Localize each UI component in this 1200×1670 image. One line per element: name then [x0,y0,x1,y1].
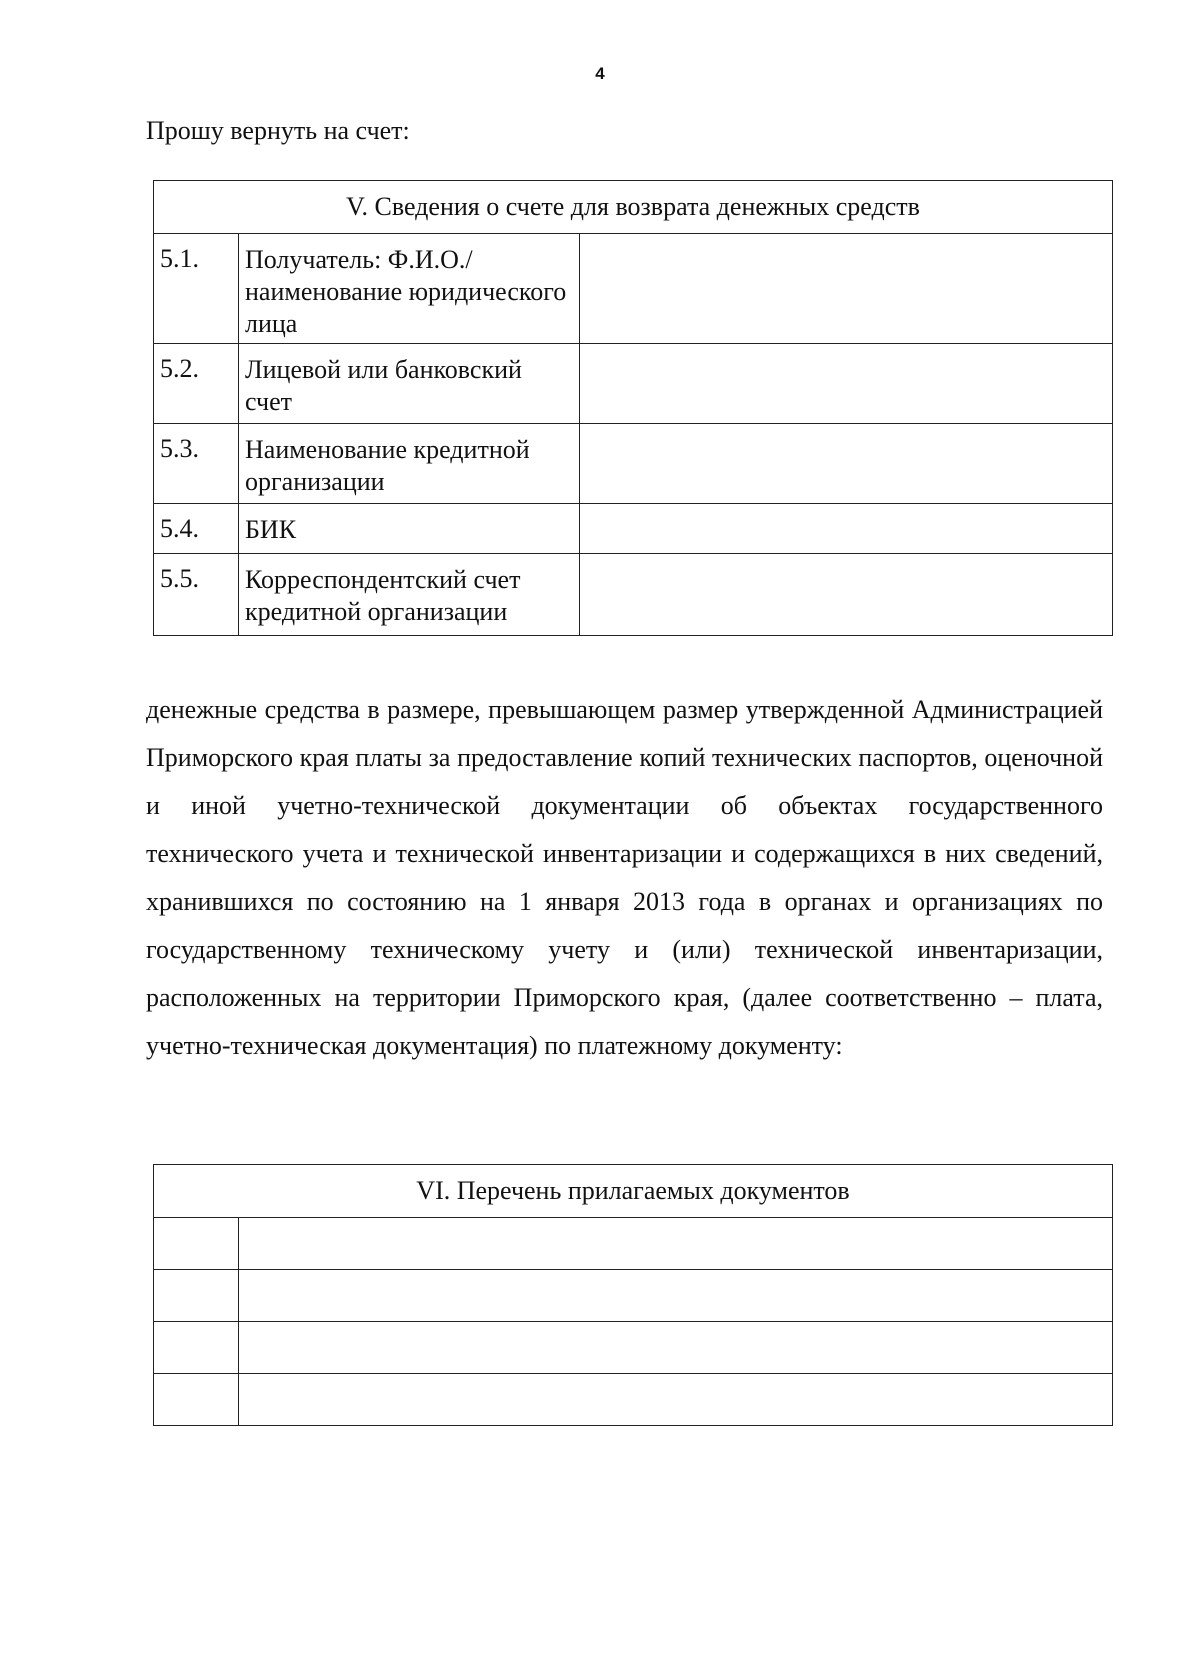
section5-header-row [154,181,1113,234]
section6-table [153,1164,1113,1426]
table-row [154,1322,1113,1374]
body-paragraph: денежные средства в размере, превышающем размер утвержденной Администрацией Приморского края платы за предоставление копий технических паспортов, оценочной и иной учетно-технической документации об объектах государственного технического учета и технической инвентаризации и содержащихся в них сведений, хранившихся по состоянию на 1 января 2013 года в органах и организациях по государственному техническому учету и (или) технической инвентаризации, расположенных на территории Приморского края, (далее соответственно – плата, учетно-техническая документация) по платежному документу: [146,695,1103,1060]
field-label-account: Лицевой или банковский счет [239,344,580,424]
row-number: 5.2. [154,344,239,424]
field-value-bik[interactable] [580,504,1113,554]
section6-header-row [154,1165,1113,1218]
row-number: 5.4. [154,504,239,554]
field-label-bik: БИК [239,504,580,554]
row-number [154,1218,239,1270]
section5-title: V. Сведения о счете для возврата денежных средств [154,181,1113,234]
field-value-corr-account[interactable] [580,554,1113,636]
field-label-recipient: Получатель: Ф.И.О./наименование юридического лица [239,234,580,344]
table-row [154,1270,1113,1322]
section5-table [153,180,1113,636]
row-number [154,1374,239,1426]
page-number: 4 [595,64,605,83]
document-entry[interactable] [239,1270,1113,1322]
field-value-account[interactable] [580,344,1113,424]
table-row [154,424,1113,504]
table-row [154,554,1113,636]
table-row [154,1218,1113,1270]
section6-title: VI. Перечень прилагаемых документов [154,1165,1113,1218]
field-value-recipient[interactable] [580,234,1113,344]
document-entry[interactable] [239,1374,1113,1426]
field-value-bank-name[interactable] [580,424,1113,504]
row-number [154,1270,239,1322]
row-number [154,1322,239,1374]
table-row [154,234,1113,344]
intro-text: Прошу вернуть на счет: [146,116,410,145]
row-number: 5.1. [154,234,239,344]
row-number: 5.3. [154,424,239,504]
document-entry[interactable] [239,1322,1113,1374]
table-row [154,1374,1113,1426]
document-entry[interactable] [239,1218,1113,1270]
table-row [154,344,1113,424]
table-row [154,504,1113,554]
field-label-corr-account: Корреспондентский счет кредитной организации [239,554,580,636]
row-number: 5.5. [154,554,239,636]
field-label-bank-name: Наименование кредитной организации [239,424,580,504]
